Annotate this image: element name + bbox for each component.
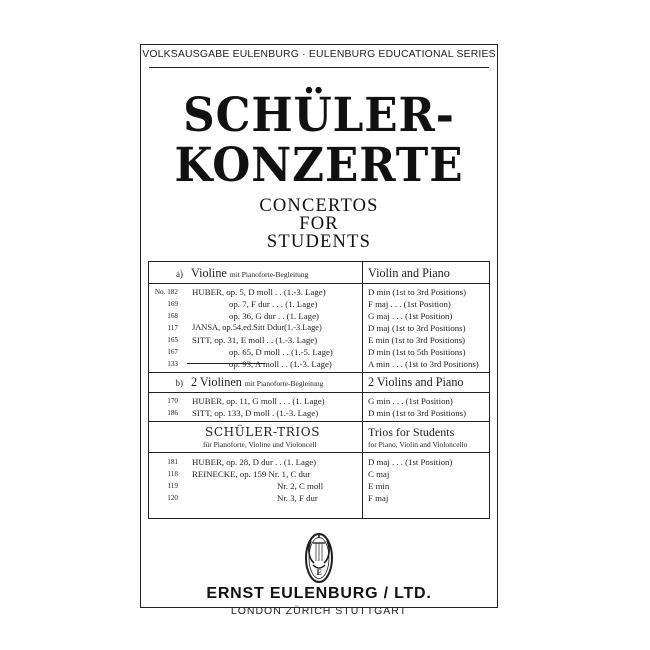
catalogue-number: 186 [167, 409, 178, 417]
catalogue-number: 167 [167, 348, 178, 356]
section-b-title: 2 Violinen [191, 375, 242, 389]
work-entry-english: D maj (1st to 3rd Positions) [368, 323, 466, 333]
work-entry-german: HUBER, op. 28, D dur . . (1. Lage) [192, 457, 317, 467]
catalogue-number: 170 [167, 397, 178, 405]
section-b-title-small: mit Pianoforte-Begleitung [244, 379, 324, 388]
trios-rule [149, 452, 489, 453]
work-entry-german: op. 65, D moll . . (1.-5. Lage) [229, 347, 333, 357]
catalogue-row [149, 457, 489, 468]
catalogue-row [149, 359, 489, 370]
subtitle-line-3: STUDENTS [266, 232, 372, 252]
work-entry-german: HUBER, op. 11, G moll . . . (1. Lage) [192, 396, 325, 406]
catalogue-row [149, 396, 489, 407]
work-entry-english: A min . . . (1st to 3rd Positions) [368, 359, 479, 369]
work-entry-english: D maj . . . (1st Position) [368, 457, 453, 467]
section-a-heading [155, 266, 308, 281]
work-entry-german: HUBER, op. 5, D moll . . (1.-3. Lage) [192, 287, 326, 297]
work-entry-german: JANSA, op.54,ed.Sitt Ddur(1.-3.Lage) [192, 323, 322, 332]
main-title-line-2: KONZERTE [174, 138, 464, 193]
section-b-heading [155, 375, 323, 390]
trios-english-subheading: for Piano, Violin and Violoncello [368, 440, 468, 449]
catalogue-row [149, 299, 489, 310]
work-entry-german: op. 36, G dur . . (1. Lage) [229, 311, 319, 321]
catalogue-table [148, 261, 490, 519]
main-title-line-1: SCHÜLER- [183, 88, 455, 143]
work-entry-english: C maj [368, 469, 390, 479]
work-entry-english: E min (1st to 3rd Positions) [368, 335, 466, 345]
catalogue-number: 181 [167, 458, 178, 466]
catalogue-number: 165 [167, 336, 178, 344]
section-a-letter: a) [176, 269, 183, 279]
trios-english-heading: Trios for Students [368, 425, 455, 439]
work-entry-english: G min . . . (1st Position) [368, 396, 453, 406]
publisher-cities: LONDON ZÜRICH STUTTGART [230, 605, 408, 617]
section-b-end-rule [149, 421, 489, 422]
section-a-english-heading: Violin and Piano [368, 266, 450, 280]
catalogue-row [149, 481, 489, 492]
subtitle-line-2: FOR [299, 214, 339, 234]
section-a-title-small: mit Pianoforte-Begleitung [229, 270, 309, 279]
section-a-end-rule [149, 372, 489, 373]
publisher-name: ERNST EULENBURG / LTD. [206, 585, 432, 602]
section-a-title: Violine [191, 266, 227, 280]
section-b-english-heading: 2 Violins and Piano [368, 375, 464, 389]
catalogue-number: 118 [167, 470, 178, 478]
trios-heading: SCHÜLER-TRIOS [205, 425, 321, 439]
catalogue-row [149, 347, 489, 358]
catalogue-number: 133 [167, 360, 178, 368]
work-entry-english: D min (1st to 5th Positions) [368, 347, 466, 357]
logo-monogram: E [316, 568, 322, 577]
catalogue-number: 120 [167, 494, 178, 502]
work-entry-english: G maj . . . (1st Position) [368, 311, 453, 321]
series-heading: VOLKSAUSGABE EULENBURG · EULENBURG EDUCATIONAL SERIES [142, 49, 496, 60]
catalogue-number: 119 [167, 482, 178, 490]
catalogue-row [149, 287, 489, 298]
catalogue-row [149, 311, 489, 322]
work-entry-german: SITT, op. 133, D moll . (1.-3. Lage) [192, 408, 319, 418]
work-entry-german: Nr. 3, F dur [277, 493, 318, 503]
work-entry-english: E min [368, 481, 390, 491]
catalogue-row [149, 323, 489, 334]
work-entry-german: SITT, op. 31, E moll . . (1.-3. Lage) [192, 335, 318, 345]
lyre-emblem-icon [289, 531, 349, 585]
catalogue-number: 169 [167, 300, 178, 308]
cover-frame [140, 44, 498, 617]
catalogue-row [149, 469, 489, 480]
work-entry-english: F maj [368, 493, 389, 503]
work-entry-german: op. 93, A moll . . (1.-3. Lage) [229, 359, 332, 369]
work-entry-german: Nr. 2, C moll [277, 481, 324, 491]
catalogue-number: No. 182 [154, 288, 178, 296]
catalogue-number: 117 [167, 324, 178, 332]
section-b-letter: b) [175, 378, 183, 388]
work-entry-german: op. 7, F dur . . . (1. Lage) [229, 299, 318, 309]
catalogue-number: 168 [167, 312, 178, 320]
work-entry-english: D min (1st to 3rd Positions) [368, 408, 466, 418]
section-b-rule [149, 392, 489, 393]
catalogue-row [149, 493, 489, 504]
subtitle-line-1: CONCERTOS [259, 196, 379, 216]
work-entry-german: REINECKE, op. 159 Nr. 1, C dur [192, 469, 311, 479]
work-entry-english: D min (1st to 3rd Positions) [368, 287, 466, 297]
catalogue-row [149, 335, 489, 346]
section-a-rule [149, 283, 489, 284]
series-rule [149, 67, 489, 68]
work-entry-english: F maj . . . (1st Position) [368, 299, 451, 309]
trios-subheading: für Pianoforte, Violine und Violoncell [203, 440, 317, 449]
catalogue-row [149, 408, 489, 419]
